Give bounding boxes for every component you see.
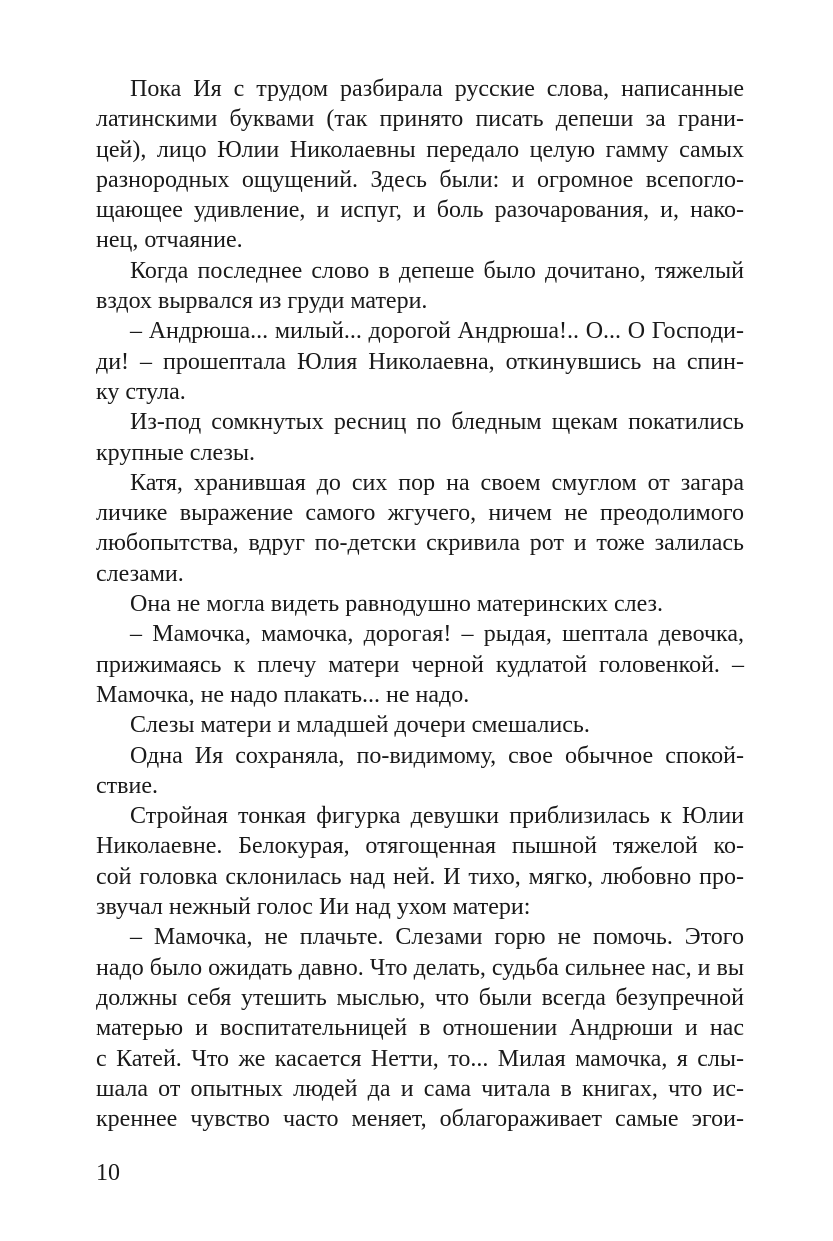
- text-line: с Катей. Что же касается Нетти, то... Милая мамочка, я слы-: [96, 1045, 744, 1072]
- paragraph-first-line: Она не могла видеть равнодушно материнских слез.: [130, 591, 664, 618]
- text-line: вздох вырвался из груди матери.: [96, 288, 428, 315]
- text-line: надо было ожидать давно. Что делать, судьба сильнее нас, и вы: [96, 954, 744, 981]
- text-line: личике выражение самого жгучего, ничем не преодолимого: [96, 500, 744, 527]
- text-line: щающее удивление, и испуг, и боль разочарования, и, нако-: [96, 197, 744, 224]
- paragraph-first-line: – Андрюша... милый... дорогой Андрюша!.. О... О Господи-: [130, 318, 744, 345]
- text-line: должны себя утешить мыслью, что были всегда безупречной: [96, 984, 744, 1011]
- text-line: любопытства, вдруг по-детски скривила рот и тоже залилась: [96, 530, 744, 557]
- text-line: прижимаясь к плечу матери черной кудлатой головенкой. –: [96, 651, 744, 678]
- text-line: сой головка склонилась над ней. И тихо, мягко, любовно про-: [96, 863, 744, 890]
- paragraph-first-line: Катя, хранившая до сих пор на своем смуглом от загара: [130, 469, 744, 496]
- text-line: звучал нежный голос Ии над ухом матери:: [96, 894, 531, 921]
- text-line: матерью и воспитательницей в отношении Андрюши и нас: [96, 1015, 744, 1042]
- paragraph-first-line: – Мамочка, не плачьте. Слезами горю не помочь. Этого: [130, 924, 744, 951]
- paragraph-first-line: Слезы матери и младшей дочери смешались.: [130, 712, 590, 739]
- page-number: 10: [96, 1160, 120, 1186]
- text-line: нец, отчаяние.: [96, 227, 243, 254]
- paragraph-first-line: Из-под сомкнутых ресниц по бледным щекам покатились: [130, 409, 744, 436]
- text-line: цей), лицо Юлии Николаевны передало целую гамму самых: [96, 136, 744, 163]
- page-body-text: [96, 74, 744, 1134]
- text-line: крупные слезы.: [96, 439, 255, 466]
- text-line: ку стула.: [96, 378, 186, 405]
- text-line: Николаевне. Белокурая, отягощенная пышной тяжелой ко-: [96, 833, 744, 860]
- text-line: креннее чувство часто меняет, облагораживает самые эгои-: [96, 1106, 744, 1133]
- paragraph-first-line: – Мамочка, мамочка, дорогая! – рыдая, шептала девочка,: [130, 621, 744, 648]
- text-line: ди! – прошептала Юлия Николаевна, откинувшись на спин-: [96, 348, 744, 375]
- text-line: разнородных ощущений. Здесь были: и огромное всепогло-: [96, 166, 744, 193]
- text-line: слезами.: [96, 560, 184, 587]
- paragraph-first-line: Одна Ия сохраняла, по-видимому, свое обычное спокой-: [130, 742, 744, 769]
- text-line: шала от опытных людей да и сама читала в книгах, что ис-: [96, 1075, 744, 1102]
- text-line: ствие.: [96, 772, 158, 799]
- paragraph-first-line: Пока Ия с трудом разбирала русские слова, написанные: [130, 76, 744, 102]
- text-line: латинскими буквами (так принято писать депеши за грани-: [96, 106, 744, 133]
- text-line: Мамочка, не надо плакать... не надо.: [96, 681, 470, 708]
- paragraph-first-line: Когда последнее слово в депеше было дочитано, тяжелый: [130, 257, 744, 284]
- paragraph-first-line: Стройная тонкая фигурка девушки приблизилась к Юлии: [130, 803, 744, 830]
